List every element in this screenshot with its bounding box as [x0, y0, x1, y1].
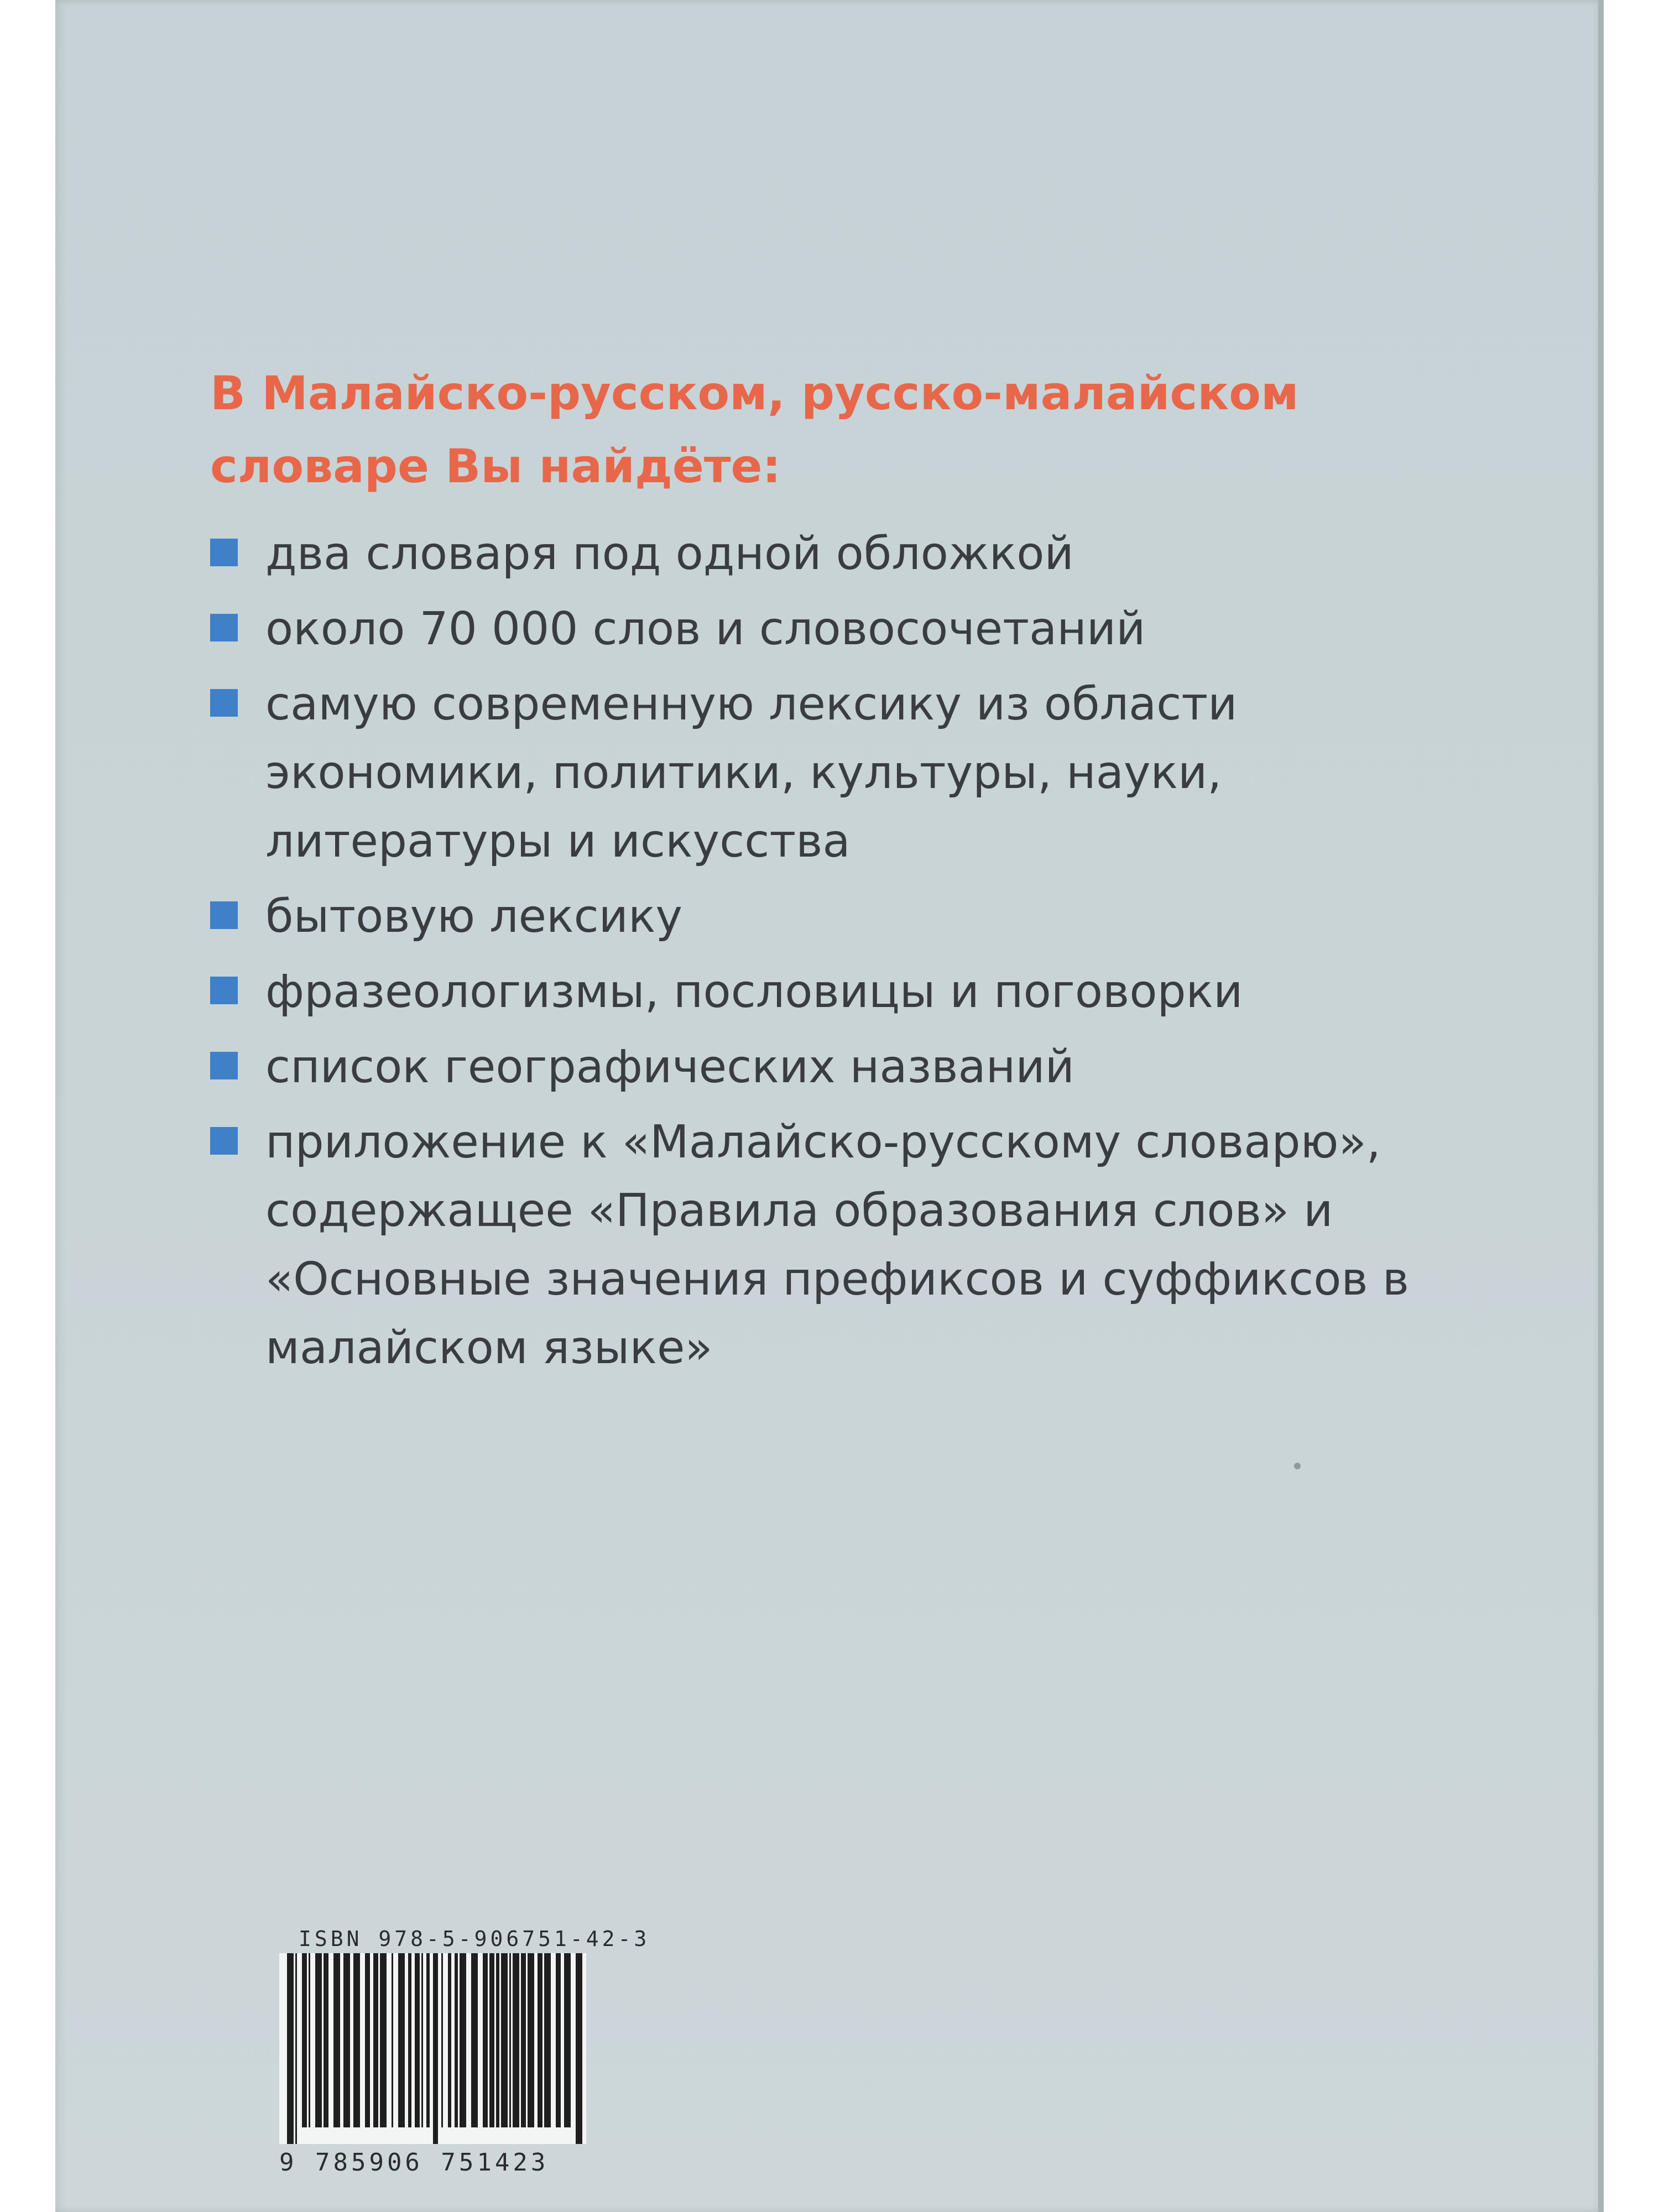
barcode-bar — [333, 1953, 340, 2127]
barcode-bar — [564, 1953, 571, 2127]
feature-text: два словаря под одной обложкой — [265, 528, 1074, 580]
cover-edge-shadow — [1598, 0, 1604, 2212]
barcode-bar — [309, 1953, 310, 2127]
barcode-bar — [489, 1953, 494, 2127]
feature-list — [265, 520, 1482, 1389]
barcode-bar — [538, 1953, 542, 2127]
barcode — [279, 1953, 586, 2144]
barcode-bar — [471, 1953, 478, 2127]
feature-text: около 70 000 слов и словосочетаний — [265, 603, 1146, 655]
barcode-bar — [448, 1953, 451, 2127]
barcode-bar — [343, 1953, 350, 2127]
barcode-bar — [380, 1953, 387, 2127]
square-bullet-icon — [210, 901, 238, 929]
barcode-bar — [324, 1953, 328, 2127]
barcode-bar — [509, 1953, 511, 2127]
barcode-bar — [421, 1953, 423, 2127]
square-bullet-icon — [210, 689, 238, 717]
isbn-label: ISBN 978-5-906751-42-3 — [299, 1927, 650, 1951]
barcode-bar — [576, 1953, 582, 2144]
feature-text: бытовую лексику — [265, 890, 683, 943]
feature-text: самую современную лексику из области экономики, политики, культуры, науки, литературы и искусства — [265, 678, 1238, 868]
square-bullet-icon — [210, 977, 238, 1004]
feature-item — [265, 595, 1482, 664]
feature-text: список географических названий — [265, 1041, 1074, 1093]
barcode-bar — [353, 1953, 360, 2127]
cover-heading: В Малайско-русском, русско-малайском словаре Вы найдёте: — [210, 366, 1299, 493]
barcode-bar — [496, 1953, 499, 2127]
square-bullet-icon — [210, 1127, 238, 1155]
square-bullet-icon — [210, 539, 238, 566]
barcode-bar — [433, 1953, 438, 2144]
barcode-bar — [373, 1953, 378, 2127]
barcode-bar — [365, 1953, 370, 2127]
barcode-bar — [544, 1953, 551, 2127]
barcode-bar — [528, 1953, 534, 2127]
barcode-bar — [513, 1953, 519, 2127]
barcode-bar — [315, 1953, 322, 2127]
feature-item — [265, 1033, 1482, 1102]
barcode-bar — [287, 1953, 294, 2144]
barcode-bar — [501, 1953, 508, 2127]
barcode-bars — [279, 1953, 586, 2144]
barcode-bar — [460, 1953, 466, 2127]
barcode-bar — [426, 1953, 430, 2127]
square-bullet-icon — [210, 614, 238, 641]
barcode-bar — [415, 1953, 420, 2127]
barcode-bar — [556, 1953, 561, 2127]
barcode-bar — [392, 1953, 393, 2127]
barcode-bar — [302, 1953, 307, 2127]
feature-text: фразеологизмы, пословицы и поговорки — [265, 966, 1243, 1018]
barcode-bar — [398, 1953, 405, 2127]
barcode-bar — [483, 1953, 488, 2127]
barcode-bar — [441, 1953, 443, 2127]
barcode-bar — [408, 1953, 411, 2127]
square-bullet-icon — [210, 1052, 238, 1079]
barcode-bar — [295, 1953, 297, 2144]
feature-item — [265, 883, 1482, 951]
feature-item — [265, 520, 1482, 588]
dust-speck — [1294, 1463, 1301, 1469]
feature-item — [265, 670, 1482, 876]
barcode-bar — [521, 1953, 526, 2127]
feature-text: приложение к «Малайско-русскому словарю», содержащее «Правила образования слов» и «Основные значения префиксов и суффиксов в малайском языке» — [265, 1116, 1410, 1374]
barcode-bar — [455, 1953, 458, 2127]
barcode-digits: 9 785906 751423 — [279, 2148, 549, 2177]
feature-item — [265, 958, 1482, 1026]
feature-item — [265, 1108, 1482, 1383]
